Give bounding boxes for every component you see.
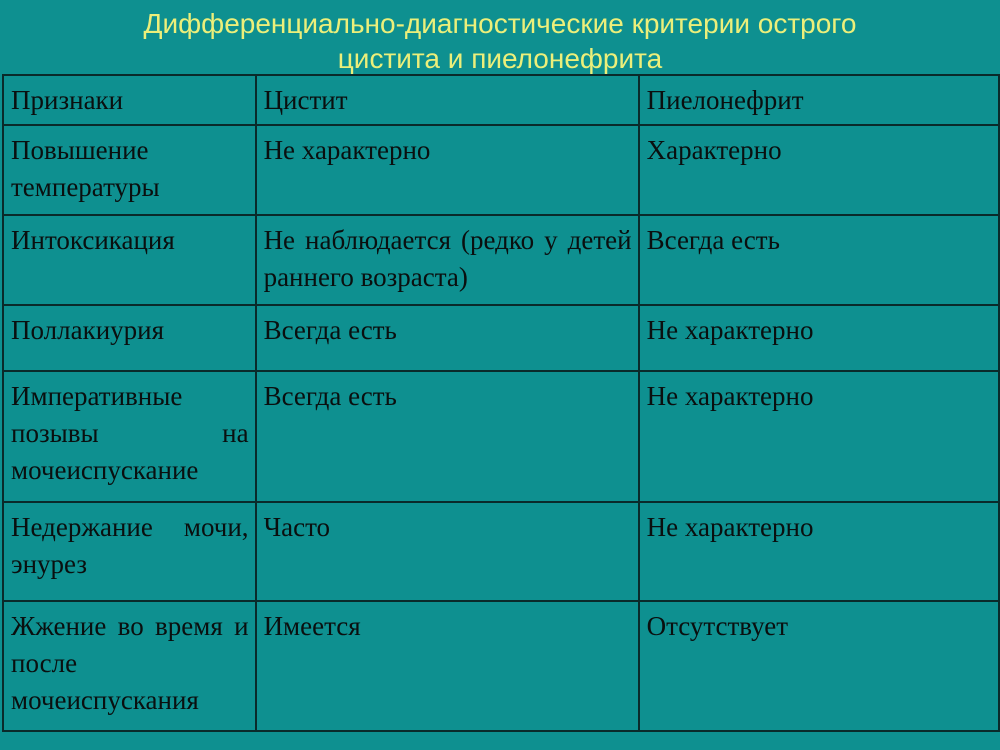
header-row <box>3 75 999 125</box>
row-pyelonephritis-cell: Характерно <box>639 125 999 215</box>
row-sign-cell: Интоксикация <box>3 215 256 305</box>
row-cystitis-cell: Часто <box>256 502 639 601</box>
row-pyelonephritis-cell: Не характерно <box>639 502 999 601</box>
table-row <box>3 125 999 215</box>
header-cell-signs: Признаки <box>3 75 256 125</box>
row-pyelonephritis-cell: Всегда есть <box>639 215 999 305</box>
table-row <box>3 305 999 371</box>
row-sign-cell: Повышение температуры <box>3 125 256 215</box>
row-cystitis-cell: Всегда есть <box>256 305 639 371</box>
row-cystitis-cell: Всегда есть <box>256 371 639 502</box>
table-row <box>3 215 999 305</box>
header-cell-pyelonephritis: Пиелонефрит <box>639 75 999 125</box>
slide-title <box>0 6 1000 76</box>
row-pyelonephritis-cell: Не характерно <box>639 305 999 371</box>
title-line-2: цистита и пиелонефрита <box>337 43 663 74</box>
row-cystitis-cell: Имеется <box>256 601 639 731</box>
header-cell-cystitis: Цистит <box>256 75 639 125</box>
table-row <box>3 601 999 731</box>
row-cystitis-cell: Не характерно <box>256 125 639 215</box>
row-sign-cell: Поллакиурия <box>3 305 256 371</box>
table-row <box>3 502 999 601</box>
row-sign-cell: Недержание мочи, энурез <box>3 502 256 601</box>
criteria-table <box>2 74 1000 732</box>
table-row <box>3 371 999 502</box>
row-pyelonephritis-cell: Отсутствует <box>639 601 999 731</box>
row-sign-cell: Императивные позывы на мочеиспускание <box>3 371 256 502</box>
row-pyelonephritis-cell: Не характерно <box>639 371 999 502</box>
row-cystitis-cell: Не наблюдается (редко у детей раннего возраста) <box>256 215 639 305</box>
title-line-1: Дифференциально-диагностические критерии острого <box>143 8 857 39</box>
row-sign-cell: Жжение во время и после мочеиспускания <box>3 601 256 731</box>
